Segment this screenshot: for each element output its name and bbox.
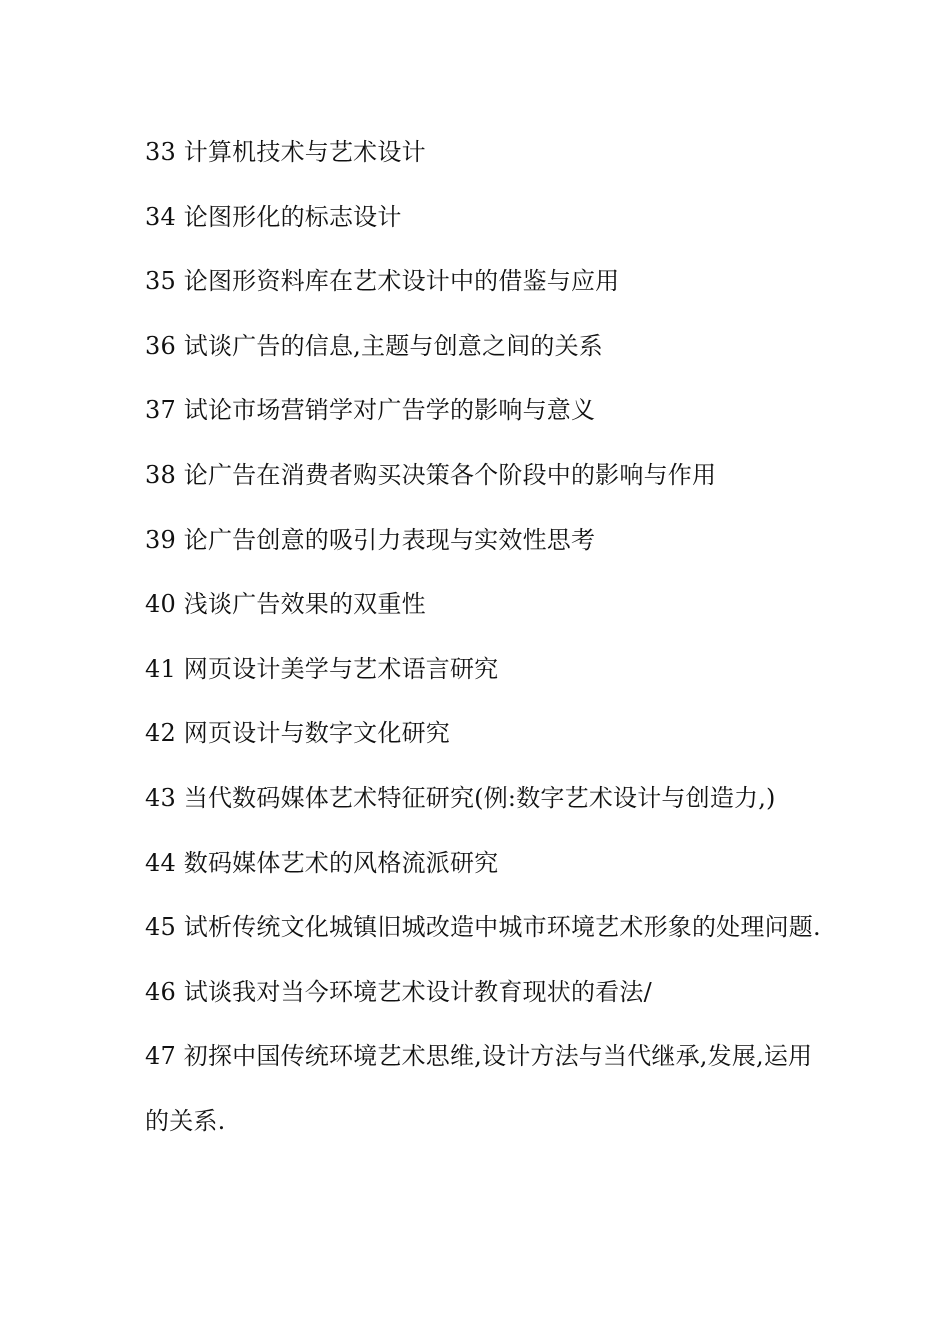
topic-item: 42 网页设计与数字文化研究 xyxy=(145,719,450,748)
topic-item: 41 网页设计美学与艺术语言研究 xyxy=(145,654,499,683)
topic-item: 44 数码媒体艺术的风格流派研究 xyxy=(145,848,499,877)
topic-item: 43 当代数码媒体艺术特征研究(例:数字艺术设计与创造力,) xyxy=(145,783,776,812)
topic-item: 45 试析传统文化城镇旧城改造中城市环境艺术形象的处理问题. xyxy=(145,913,821,942)
topic-item: 46 试谈我对当今环境艺术设计教育现状的看法/ xyxy=(145,977,652,1006)
topic-item: 37 试论市场营销学对广告学的影响与意义 xyxy=(145,396,596,425)
topic-item: 35 论图形资料库在艺术设计中的借鉴与应用 xyxy=(145,267,620,296)
topic-item: 36 试谈广告的信息,主题与创意之间的关系 xyxy=(145,331,603,360)
topic-item: 40 浅谈广告效果的双重性 xyxy=(145,590,426,619)
topic-item: 33 计算机技术与艺术设计 xyxy=(145,138,426,166)
topic-item: 38 论广告在消费者购买决策各个阶段中的影响与作用 xyxy=(145,460,717,489)
topic-item: 47 初探中国传统环境艺术思维,设计方法与当代继承,发展,运用的关系. xyxy=(145,1042,813,1135)
topic-list xyxy=(145,120,825,1154)
topic-item: 39 论广告创意的吸引力表现与实效性思考 xyxy=(145,525,596,554)
topic-item: 34 论图形化的标志设计 xyxy=(145,202,402,231)
